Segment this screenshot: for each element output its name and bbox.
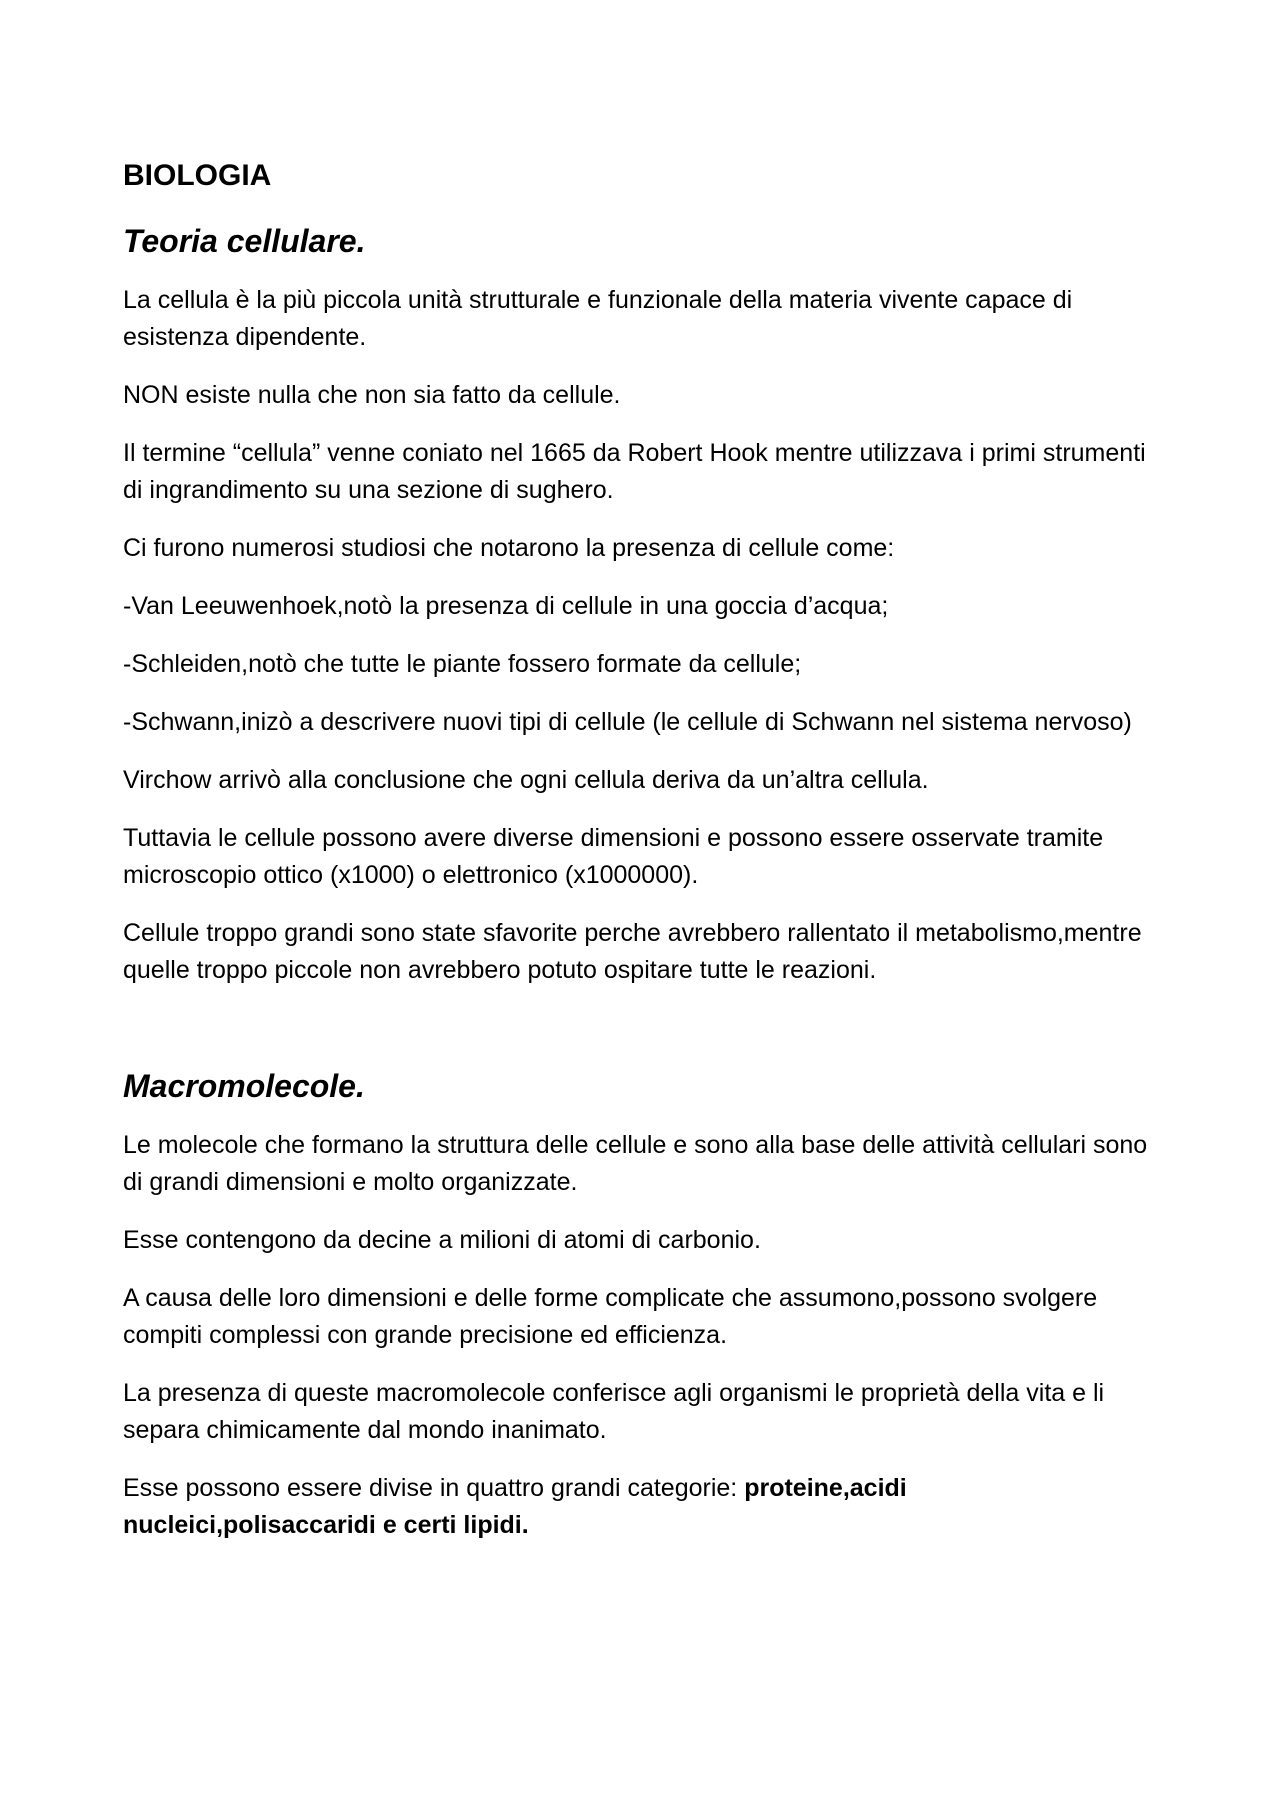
list-item: -Van Leeuwenhoek,notò la presenza di cellule in una goccia d’acqua; — [123, 592, 889, 620]
categories-bold-text: proteine,acidi nucleici,polisaccaridi e certi lipidi. — [123, 1474, 907, 1539]
paragraph: Esse contengono da decine a milioni di atomi di carbonio. — [123, 1226, 761, 1254]
paragraph: Ci furono numerosi studiosi che notarono la presenza di cellule come: — [123, 534, 895, 562]
list-item: -Schleiden,notò che tutte le piante fossero formate da cellule; — [123, 650, 802, 678]
section-heading-macromolecole: Macromolecole. — [123, 1068, 365, 1104]
paragraph: Virchow arrivò alla conclusione che ogni cellula deriva da un’altra cellula. — [123, 766, 929, 794]
paragraph: La presenza di queste macromolecole conferisce agli organismi le proprietà della vita e li separa chimicamente dal mondo inanimato. — [123, 1379, 1105, 1444]
paragraph: Le molecole che formano la struttura delle cellule e sono alla base delle attività cellulari sono di grandi dimensioni e molto organizzate. — [123, 1131, 1148, 1196]
section-heading-teoria-cellulare: Teoria cellulare. — [123, 223, 366, 259]
final-paragraph-text: Esse possono essere divise in quattro grandi categorie: — [123, 1474, 745, 1502]
document-title: BIOLOGIA — [123, 159, 272, 192]
paragraph: Cellule troppo grandi sono state sfavorite perche avrebbero rallentato il metabolismo,mentre quelle troppo piccole non avrebbero potuto ospitare tutte le reazioni. — [123, 919, 1142, 984]
paragraph: Tuttavia le cellule possono avere diverse dimensioni e possono essere osservate tramite microscopio ottico (x1000) o elettronico (x1000000). — [123, 824, 1104, 889]
paragraph: Il termine “cellula” venne coniato nel 1665 da Robert Hook mentre utilizzava i primi strumenti di ingrandimento su una sezione di sughero. — [123, 439, 1146, 504]
paragraph: La cellula è la più piccola unità strutturale e funzionale della materia vivente capace di esistenza dipendente. — [123, 286, 1073, 351]
list-item: -Schwann,inizò a descrivere nuovi tipi di cellule (le cellule di Schwann nel sistema nervoso) — [123, 708, 1132, 736]
paragraph: A causa delle loro dimensioni e delle forme complicate che assumono,possono svolgere compiti complessi con grande precisione ed efficienza. — [123, 1284, 1098, 1349]
document-page — [123, 158, 1163, 1565]
paragraph: NON esiste nulla che non sia fatto da cellule. — [123, 381, 621, 409]
final-paragraph — [123, 1470, 1163, 1544]
